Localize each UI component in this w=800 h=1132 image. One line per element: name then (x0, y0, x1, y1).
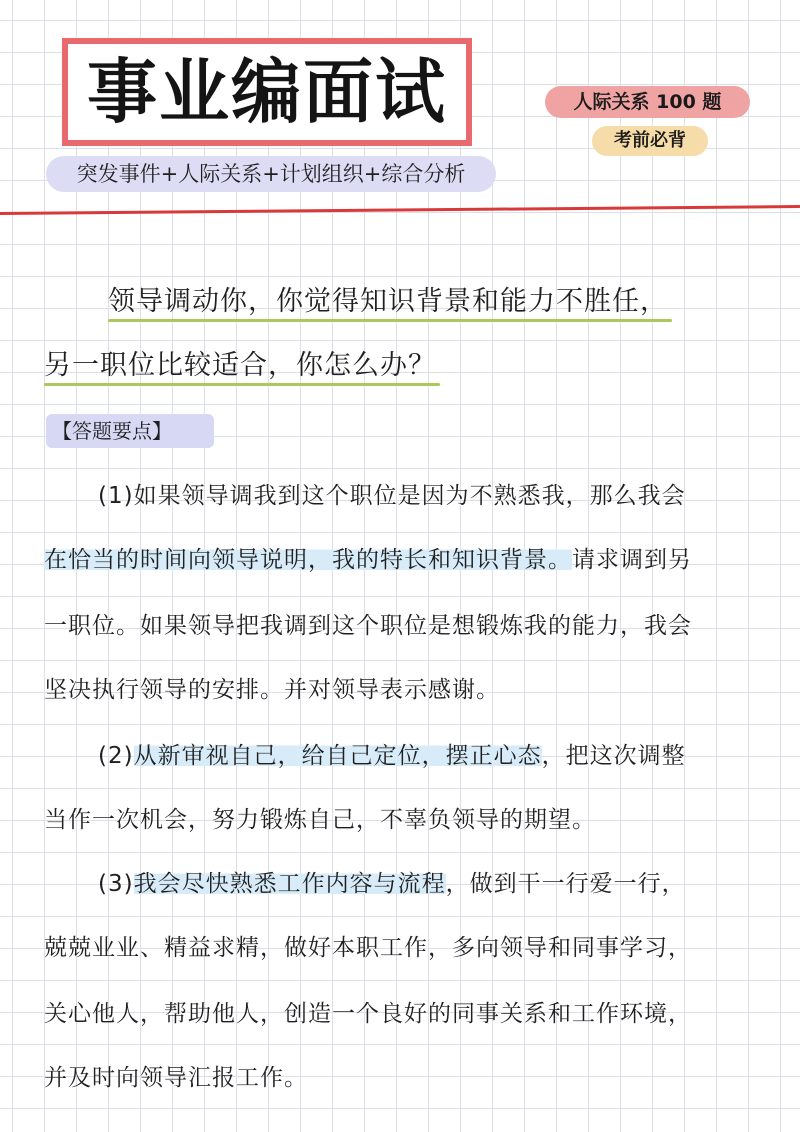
question-line-2: 另一职位比较适合，你怎么办？ (44, 346, 436, 386)
answer-p3-line-1 (44, 864, 760, 904)
answer-text: ，把这次调整 (541, 743, 686, 769)
title-box (62, 38, 472, 146)
answer-p2-line-1 (44, 736, 760, 776)
answer-p2-line-2: 当作一次机会，努力锻炼自己，不辜负领导的期望。 (44, 807, 596, 833)
question-line-1: 领导调动你，你觉得知识背景和能力不胜任， (108, 282, 668, 322)
answer-p1-line-1: (1)如果领导调我到这个职位是因为不熟悉我，那么我会 (98, 483, 686, 509)
highlight-text: 我会尽快熟悉工作内容与流程 (133, 871, 446, 897)
answer-p3-line-2: 兢兢业业、精益求精，做好本职工作，多向领导和同事学习， (44, 935, 692, 961)
topic-badge: 人际关系 100 题 (545, 86, 750, 118)
answer-text: (3) (98, 871, 134, 897)
header-divider (0, 205, 800, 215)
highlight-text: 在恰当的时间向领导说明，我的特长和知识背景。 (44, 547, 572, 573)
answer-text: (2) (98, 743, 134, 769)
answer-p1-line-4: 坚决执行领导的安排。并对领导表示感谢。 (44, 677, 500, 703)
answer-p1-line-3: 一职位。如果领导把我调到这个职位是想锻炼我的能力，我会 (44, 613, 692, 639)
key-points-label: 【答题要点】 (46, 414, 214, 448)
answer-p3-line-4: 并及时向领导汇报工作。 (44, 1065, 308, 1091)
subtitle-pill: 突发事件+人际关系+计划组织+综合分析 (46, 156, 496, 192)
answer-p1-line-2 (44, 540, 760, 580)
page-title: 事业编面试 (87, 51, 447, 133)
answer-text: 请求调到另 (572, 547, 692, 573)
answer-text: ，做到干一行爱一行， (445, 871, 686, 897)
answer-p3-line-3: 关心他人，帮助他人，创造一个良好的同事关系和工作环境， (44, 1001, 692, 1027)
must-memorize-badge: 考前必背 (592, 126, 708, 156)
highlight-text: 从新审视自己，给自己定位，摆正心态 (133, 743, 542, 769)
